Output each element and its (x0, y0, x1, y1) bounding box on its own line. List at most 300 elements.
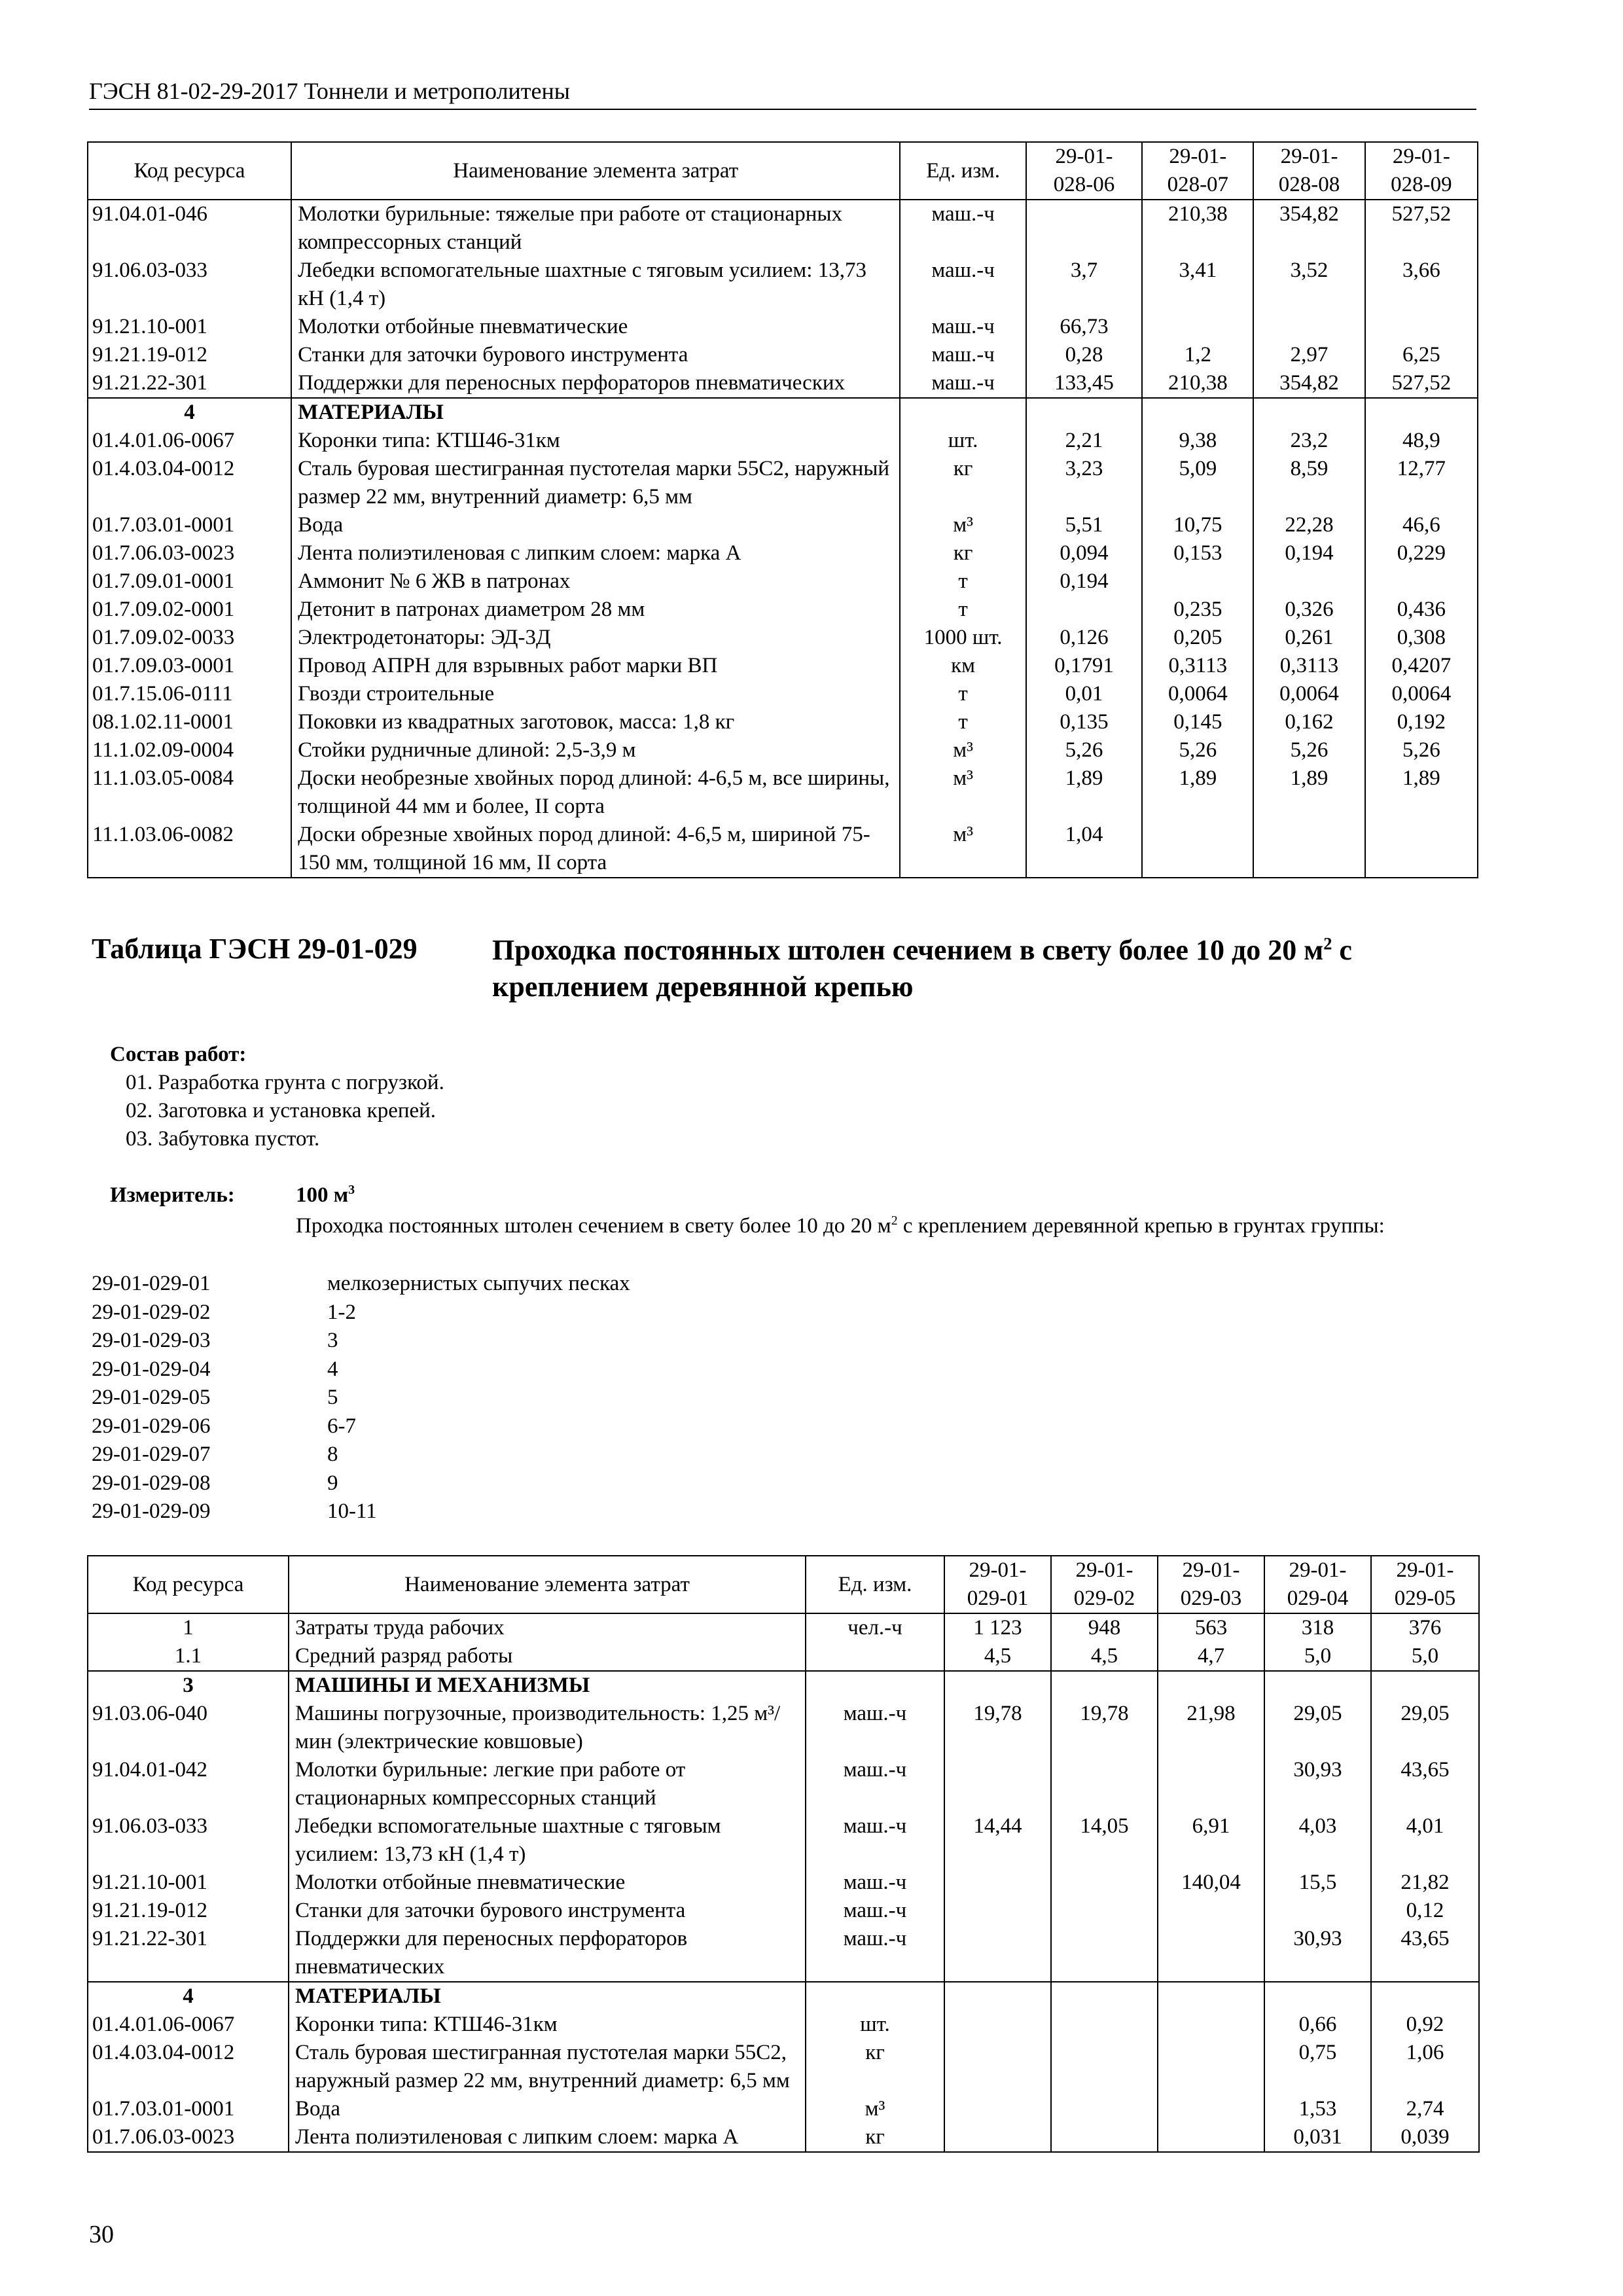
value-cell: 21,98 (1158, 1700, 1264, 1756)
value-cell: 12,77 (1365, 455, 1478, 511)
resource-name-cell: Вода (291, 511, 900, 539)
value-cell: 0,66 (1264, 2011, 1371, 2039)
resource-code-cell: 11.1.02.09-0004 (88, 736, 291, 764)
value-cell: 23,2 (1253, 427, 1364, 455)
value-cell (944, 2095, 1051, 2123)
unit-cell: т (900, 708, 1026, 736)
soil-group: 5 (327, 1386, 338, 1409)
norm-code: 29-01-029-06 (92, 1414, 211, 1438)
section-row (88, 1982, 1479, 2011)
value-cell (1158, 2039, 1264, 2095)
unit-cell: шт. (806, 2011, 944, 2039)
value-cell: 0,162 (1253, 708, 1364, 736)
table-row (88, 680, 1478, 708)
column-header: 29-01- 028-08 (1253, 142, 1364, 200)
value-cell: 14,05 (1051, 1812, 1158, 1869)
table-header-row (88, 1556, 1479, 1613)
resource-code-cell: 01.4.01.06-0067 (88, 427, 291, 455)
resource-name-cell: Молотки отбойные пневматические (289, 1869, 806, 1897)
table-row (88, 341, 1478, 369)
resource-code-cell: 01.7.06.03-0023 (88, 539, 291, 567)
value-cell: 0,4207 (1365, 652, 1478, 680)
unit-cell: 1000 шт. (900, 624, 1026, 652)
resource-code-cell: 91.21.22-301 (88, 369, 291, 398)
resource-code-cell: 91.03.06-040 (88, 1700, 289, 1756)
value-cell: 1,53 (1264, 2095, 1371, 2123)
resource-code-cell: 91.21.22-301 (88, 1925, 289, 1982)
value-cell: 2,21 (1026, 427, 1142, 455)
value-cell: 0,3113 (1253, 652, 1364, 680)
unit-cell: маш.-ч (806, 1925, 944, 1982)
soil-group: 4 (327, 1357, 338, 1381)
value-cell: 1,89 (1253, 764, 1364, 821)
norm-code: 29-01-029-05 (92, 1386, 211, 1409)
resource-name-cell: Аммонит № 6 ЖВ в патронах (291, 567, 900, 596)
value-cell: 66,73 (1026, 313, 1142, 341)
value-cell: 15,5 (1264, 1869, 1371, 1897)
value-cell (1253, 313, 1364, 341)
value-cell: 0,0064 (1142, 680, 1253, 708)
resource-code-cell: 01.7.06.03-0023 (88, 2123, 289, 2152)
value-cell: 5,26 (1142, 736, 1253, 764)
resource-code-cell: 91.21.10-001 (88, 1869, 289, 1897)
unit-cell: м³ (900, 821, 1026, 878)
column-header: 29-01- 029-04 (1264, 1556, 1371, 1613)
unit-cell: маш.-ч (806, 1756, 944, 1812)
table-row (88, 567, 1478, 596)
value-cell: 0,229 (1365, 539, 1478, 567)
column-header: Ед. изм. (900, 142, 1026, 200)
value-cell (1142, 567, 1253, 596)
table-row (88, 2095, 1479, 2123)
value-cell: 3,7 (1026, 257, 1142, 313)
value-cell (944, 2039, 1051, 2095)
resource-name-cell: Сталь буровая шестигранная пустотелая марки 55С2, наружный размер 22 мм, внутренний диаметр: 6,5 мм (291, 455, 900, 511)
value-cell (1365, 821, 1478, 878)
table-row (88, 1869, 1479, 1897)
norm-code: 29-01-029-04 (92, 1357, 211, 1381)
table-row (88, 1756, 1479, 1812)
value-cell: 3,41 (1142, 257, 1253, 313)
value-cell (1051, 1897, 1158, 1925)
value-cell: 0,308 (1365, 624, 1478, 652)
value-cell: 0,326 (1253, 596, 1364, 624)
unit-cell: т (900, 680, 1026, 708)
table-row (88, 257, 1478, 313)
value-cell: 133,45 (1026, 369, 1142, 398)
value-cell: 19,78 (944, 1700, 1051, 1756)
value-cell (1158, 2095, 1264, 2123)
resource-name-cell: Затраты труда рабочих (289, 1613, 806, 1642)
value-cell: 5,51 (1026, 511, 1142, 539)
resource-name-cell: Лебедки вспомогательные шахтные с тяговым усилием: 13,73 кН (1,4 т) (291, 257, 900, 313)
unit-cell: кг (900, 455, 1026, 511)
header-rule (89, 109, 1476, 110)
measure-description: Проходка постоянных штолен сечением в свету более 10 до 20 $м^2$ с креплением деревянной крепью в грунтах группы: (296, 1213, 1385, 1238)
resource-code-cell: 01.7.03.01-0001 (88, 511, 291, 539)
unit-cell: км (900, 652, 1026, 680)
unit-cell: кг (900, 539, 1026, 567)
resource-name-cell: МАТЕРИАЛЫ (289, 1982, 806, 2011)
value-cell (1051, 1869, 1158, 1897)
work-item: 03. Забутовка пустот. (126, 1127, 320, 1151)
value-cell (1371, 1982, 1479, 2011)
table-row (88, 2011, 1479, 2039)
value-cell (1158, 1897, 1264, 1925)
value-cell: 0,235 (1142, 596, 1253, 624)
resource-name-cell: Молотки отбойные пневматические (291, 313, 900, 341)
unit-cell: маш.-ч (806, 1897, 944, 1925)
resource-name-cell: Поддержки для переносных перфораторов пневматических (289, 1925, 806, 1982)
value-cell: 1 123 (944, 1613, 1051, 1642)
column-header: Код ресурса (88, 1556, 289, 1613)
value-cell: 3,66 (1365, 257, 1478, 313)
value-cell: 43,65 (1371, 1756, 1479, 1812)
value-cell: 5,09 (1142, 455, 1253, 511)
resource-name-cell: Доски необрезные хвойных пород длиной: 4-6,5 м, все ширины, толщиной 44 мм и более, II сорта (291, 764, 900, 821)
table-header-row (88, 142, 1478, 200)
resource-code-cell: 01.7.15.06-0111 (88, 680, 291, 708)
resource-code-cell: 01.7.09.01-0001 (88, 567, 291, 596)
resource-name-cell: Сталь буровая шестигранная пустотелая марки 55С2, наружный размер 22 мм, внутренний диаметр: 6,5 мм (289, 2039, 806, 2095)
resource-name-cell: Поковки из квадратных заготовок, масса: 1,8 кг (291, 708, 900, 736)
resource-name-cell: Лента полиэтиленовая с липким слоем: марка А (289, 2123, 806, 2152)
value-cell: 4,03 (1264, 1812, 1371, 1869)
value-cell: 5,0 (1371, 1642, 1479, 1671)
value-cell: 0,031 (1264, 2123, 1371, 2152)
value-cell: 43,65 (1371, 1925, 1479, 1982)
resource-name-cell: Станки для заточки бурового инструмента (291, 341, 900, 369)
column-header: 29-01- 028-07 (1142, 142, 1253, 200)
value-cell: 0,3113 (1142, 652, 1253, 680)
value-cell: 563 (1158, 1613, 1264, 1642)
resource-name-cell: Вода (289, 2095, 806, 2123)
resource-code-cell: 91.06.03-033 (88, 257, 291, 313)
resource-name-cell: Стойки рудничные длиной: 2,5-3,9 м (291, 736, 900, 764)
soil-group: мелкозернистых сыпучих песках (327, 1272, 630, 1295)
value-cell (1365, 398, 1478, 427)
resource-name-cell: Поддержки для переносных перфораторов пневматических (291, 369, 900, 398)
page-number: 30 (89, 2221, 114, 2248)
column-header: Код ресурса (88, 142, 291, 200)
measure-unit: 100 $м^3$ (296, 1183, 355, 1207)
value-cell: 210,38 (1142, 369, 1253, 398)
value-cell (1142, 398, 1253, 427)
resource-code-cell: 4 (88, 398, 291, 427)
column-header: 29-01- 029-05 (1371, 1556, 1479, 1613)
value-cell: 1,89 (1026, 764, 1142, 821)
value-cell (1051, 2039, 1158, 2095)
table-row (88, 539, 1478, 567)
value-cell: 354,82 (1253, 369, 1364, 398)
soil-group: 9 (327, 1471, 338, 1495)
resource-code-cell: 01.4.03.04-0012 (88, 2039, 289, 2095)
unit-cell (806, 1982, 944, 2011)
unit-cell: т (900, 596, 1026, 624)
value-cell: 0,205 (1142, 624, 1253, 652)
value-cell (944, 1671, 1051, 1700)
resource-code-cell: 91.04.01-046 (88, 200, 291, 257)
value-cell: 2,74 (1371, 2095, 1479, 2123)
resource-name-cell: Электродетонаторы: ЭД-3Д (291, 624, 900, 652)
value-cell (1051, 1756, 1158, 1812)
value-cell: 19,78 (1051, 1700, 1158, 1756)
soil-group: 3 (327, 1329, 338, 1352)
value-cell: 0,194 (1253, 539, 1364, 567)
table-row (88, 1897, 1479, 1925)
value-cell: 29,05 (1264, 1700, 1371, 1756)
value-cell (1365, 567, 1478, 596)
resource-code-cell: 91.21.19-012 (88, 1897, 289, 1925)
resource-code-cell: 1 (88, 1613, 289, 1642)
column-header: 29-01- 029-01 (944, 1556, 1051, 1613)
value-cell (944, 1982, 1051, 2011)
unit-cell: маш.-ч (900, 369, 1026, 398)
value-cell: 46,6 (1365, 511, 1478, 539)
unit-cell (806, 1671, 944, 1700)
work-item: 01. Разработка грунта с погрузкой. (126, 1071, 444, 1094)
column-header: Наименование элемента затрат (289, 1556, 806, 1613)
table-row (88, 1642, 1479, 1671)
norm-code: 29-01-029-03 (92, 1329, 211, 1352)
norm-code: 29-01-029-01 (92, 1272, 211, 1295)
table-row (88, 511, 1478, 539)
unit-cell (806, 1642, 944, 1671)
resource-code-cell: 4 (88, 1982, 289, 2011)
value-cell: 0,01 (1026, 680, 1142, 708)
value-cell: 948 (1051, 1613, 1158, 1642)
value-cell: 0,1791 (1026, 652, 1142, 680)
unit-cell: м³ (900, 736, 1026, 764)
unit-cell: т (900, 567, 1026, 596)
norm-code: 29-01-029-07 (92, 1443, 211, 1466)
value-cell: 1,06 (1371, 2039, 1479, 2095)
value-cell: 527,52 (1365, 369, 1478, 398)
resource-name-cell: Детонит в патронах диаметром 28 мм (291, 596, 900, 624)
table-title-label: Таблица ГЭСН 29-01-029 (92, 933, 418, 965)
table-row (88, 1700, 1479, 1756)
value-cell: 30,93 (1264, 1925, 1371, 1982)
measure-label: Измеритель: (110, 1183, 235, 1207)
unit-cell: м³ (900, 764, 1026, 821)
value-cell: 1,2 (1142, 341, 1253, 369)
value-cell (1026, 596, 1142, 624)
value-cell: 140,04 (1158, 1869, 1264, 1897)
value-cell: 4,5 (944, 1642, 1051, 1671)
resource-name-cell: Машины погрузочные, производительность: 1,25 м³/мин (электрические ковшовые) (289, 1700, 806, 1756)
value-cell: 210,38 (1142, 200, 1253, 257)
column-header: 29-01- 029-02 (1051, 1556, 1158, 1613)
table-row (88, 200, 1478, 257)
resource-name-cell: Коронки типа: КТШ46-31км (291, 427, 900, 455)
table-row (88, 652, 1478, 680)
value-cell (1158, 2011, 1264, 2039)
column-header: 29-01- 028-06 (1026, 142, 1142, 200)
value-cell: 1,89 (1142, 764, 1253, 821)
value-cell: 3,23 (1026, 455, 1142, 511)
value-cell: 0,192 (1365, 708, 1478, 736)
value-cell: 318 (1264, 1613, 1371, 1642)
table-row (88, 427, 1478, 455)
value-cell (944, 1925, 1051, 1982)
table-row (88, 708, 1478, 736)
unit-cell: маш.-ч (806, 1869, 944, 1897)
table-row (88, 1925, 1479, 1982)
work-composition (110, 1041, 444, 1153)
value-cell (1051, 2095, 1158, 2123)
value-cell (944, 1897, 1051, 1925)
norm-code: 29-01-029-02 (92, 1300, 211, 1324)
unit-cell: кг (806, 2039, 944, 2095)
value-cell: 48,9 (1365, 427, 1478, 455)
unit-cell: маш.-ч (900, 313, 1026, 341)
resource-code-cell: 01.4.03.04-0012 (88, 455, 291, 511)
value-cell: 0,0064 (1365, 680, 1478, 708)
table-row (88, 2039, 1479, 2095)
value-cell (1158, 1756, 1264, 1812)
unit-cell: чел.-ч (806, 1613, 944, 1642)
table-row (88, 821, 1478, 878)
value-cell: 0,0064 (1253, 680, 1364, 708)
resource-name-cell: Гвозди строительные (291, 680, 900, 708)
norm-code: 29-01-029-08 (92, 1471, 211, 1495)
value-cell: 0,153 (1142, 539, 1253, 567)
resource-code-cell: 91.04.01-042 (88, 1756, 289, 1812)
table-row (88, 369, 1478, 398)
value-cell: 0,135 (1026, 708, 1142, 736)
value-cell: 0,28 (1026, 341, 1142, 369)
value-cell: 0,92 (1371, 2011, 1479, 2039)
value-cell: 4,5 (1051, 1642, 1158, 1671)
resource-code-cell: 91.21.10-001 (88, 313, 291, 341)
value-cell (944, 2011, 1051, 2039)
table-row (88, 764, 1478, 821)
value-cell: 0,75 (1264, 2039, 1371, 2095)
value-cell (1051, 2011, 1158, 2039)
value-cell: 527,52 (1365, 200, 1478, 257)
resource-code-cell: 3 (88, 1671, 289, 1700)
unit-cell: маш.-ч (806, 1700, 944, 1756)
value-cell: 5,0 (1264, 1642, 1371, 1671)
value-cell: 30,93 (1264, 1756, 1371, 1812)
value-cell (1142, 313, 1253, 341)
value-cell: 3,52 (1253, 257, 1364, 313)
soil-group: 6-7 (327, 1414, 356, 1438)
value-cell (944, 2123, 1051, 2152)
running-header: ГЭСН 81-02-29-2017 Тоннели и метрополитены (89, 78, 570, 104)
resource-table-028 (87, 141, 1478, 878)
value-cell (1026, 200, 1142, 257)
value-cell: 8,59 (1253, 455, 1364, 511)
resource-name-cell: Провод АПРН для взрывных работ марки ВП (291, 652, 900, 680)
unit-cell: маш.-ч (900, 257, 1026, 313)
value-cell: 6,25 (1365, 341, 1478, 369)
value-cell (1158, 1925, 1264, 1982)
value-cell: 22,28 (1253, 511, 1364, 539)
value-cell: 0,039 (1371, 2123, 1479, 2152)
section-row (88, 398, 1478, 427)
resource-name-cell: МАШИНЫ И МЕХАНИЗМЫ (289, 1671, 806, 1700)
norm-code: 29-01-029-09 (92, 1499, 211, 1523)
unit-cell: шт. (900, 427, 1026, 455)
value-cell (944, 1756, 1051, 1812)
table-title-text: Проходка постоянных штолен сечением в свету более 10 до 20 $м^2$ с креплением деревянной крепью (492, 933, 1352, 1003)
column-header: Наименование элемента затрат (291, 142, 900, 200)
value-cell (1253, 821, 1364, 878)
column-header: 29-01- 028-09 (1365, 142, 1478, 200)
resource-code-cell: 01.7.09.02-0001 (88, 596, 291, 624)
value-cell: 354,82 (1253, 200, 1364, 257)
value-cell: 6,91 (1158, 1812, 1264, 1869)
value-cell: 5,26 (1253, 736, 1364, 764)
table-row (88, 1613, 1479, 1642)
resource-name-cell: Лента полиэтиленовая с липким слоем: марка А (291, 539, 900, 567)
value-cell (1264, 1982, 1371, 2011)
value-cell (1264, 1671, 1371, 1700)
value-cell (1365, 313, 1478, 341)
resource-name-cell: Станки для заточки бурового инструмента (289, 1897, 806, 1925)
resource-name-cell: Молотки бурильные: легкие при работе от стационарных компрессорных станций (289, 1756, 806, 1812)
unit-cell (900, 398, 1026, 427)
value-cell (1158, 1982, 1264, 2011)
value-cell: 0,145 (1142, 708, 1253, 736)
value-cell: 5,26 (1365, 736, 1478, 764)
table-row (88, 736, 1478, 764)
value-cell: 0,094 (1026, 539, 1142, 567)
soil-group: 8 (327, 1443, 338, 1466)
resource-code-cell: 11.1.03.05-0084 (88, 764, 291, 821)
value-cell: 0,12 (1371, 1897, 1479, 1925)
table-row (88, 2123, 1479, 2152)
resource-code-cell: 01.7.09.03-0001 (88, 652, 291, 680)
value-cell: 376 (1371, 1613, 1479, 1642)
resource-code-cell: 11.1.03.06-0082 (88, 821, 291, 878)
value-cell: 1,04 (1026, 821, 1142, 878)
work-item: 02. Заготовка и установка крепей. (126, 1099, 437, 1122)
value-cell (1051, 1925, 1158, 1982)
value-cell: 1,89 (1365, 764, 1478, 821)
soil-group: 1-2 (327, 1300, 356, 1324)
value-cell: 4,01 (1371, 1812, 1479, 1869)
unit-cell: маш.-ч (806, 1812, 944, 1869)
resource-code-cell: 01.7.09.02-0033 (88, 624, 291, 652)
column-header: 29-01- 029-03 (1158, 1556, 1264, 1613)
table-row (88, 624, 1478, 652)
resource-code-cell: 91.06.03-033 (88, 1812, 289, 1869)
value-cell: 0,194 (1026, 567, 1142, 596)
value-cell (1253, 398, 1364, 427)
unit-cell: маш.-ч (900, 341, 1026, 369)
table-row (88, 455, 1478, 511)
value-cell: 2,97 (1253, 341, 1364, 369)
value-cell: 29,05 (1371, 1700, 1479, 1756)
unit-cell: м³ (900, 511, 1026, 539)
value-cell (1264, 1897, 1371, 1925)
table-row (88, 313, 1478, 341)
value-cell (1026, 398, 1142, 427)
table-row (88, 596, 1478, 624)
unit-cell: маш.-ч (900, 200, 1026, 257)
resource-name-cell: Коронки типа: КТШ46-31км (289, 2011, 806, 2039)
value-cell (1051, 2123, 1158, 2152)
resource-table-029 (87, 1555, 1480, 2153)
value-cell: 21,82 (1371, 1869, 1479, 1897)
value-cell: 14,44 (944, 1812, 1051, 1869)
value-cell (1158, 1671, 1264, 1700)
value-cell (1158, 2123, 1264, 2152)
resource-name-cell: Доски обрезные хвойных пород длиной: 4-6,5 м, шириной 75-150 мм, толщиной 16 мм, II сорта (291, 821, 900, 878)
resource-code-cell: 1.1 (88, 1642, 289, 1671)
